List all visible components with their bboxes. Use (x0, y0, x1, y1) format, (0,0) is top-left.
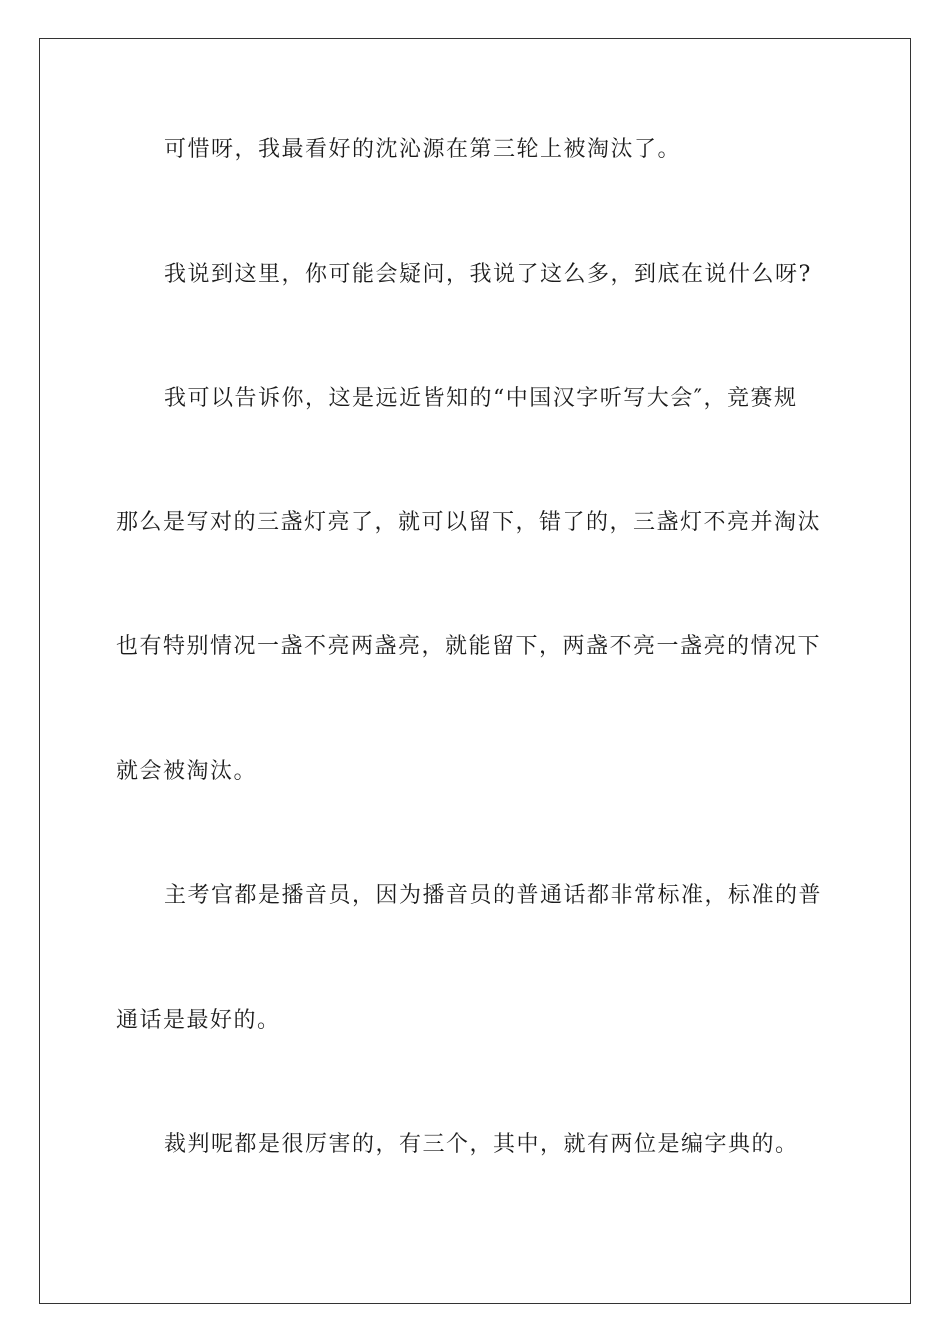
paragraph-line: 就会被淘汰。 (116, 759, 258, 784)
paragraph-line: 通话是最好的。 (116, 1008, 281, 1033)
paragraph-line: 我可以告诉你，这是远近皆知的“中国汉字听写大会″，竞赛规 (164, 386, 798, 411)
page-frame (39, 38, 911, 1304)
paragraph-line: 也有特别情况一盏不亮两盏亮，就能留下，两盏不亮一盏亮的情况下 (116, 634, 822, 659)
paragraph-line: 裁判呢都是很厉害的，有三个，其中，就有两位是编字典的。 (164, 1132, 799, 1157)
paragraph-line: 主考官都是播音员，因为播音员的普通话都非常标准，标准的普 (164, 883, 823, 908)
paragraph-line: 可惜呀，我最看好的沈沁源在第三轮上被淘汰了。 (164, 137, 682, 162)
paragraph-line: 那么是写对的三盏灯亮了，就可以留下，错了的，三盏灯不亮并淘汰 (116, 510, 822, 535)
paragraph-line: 我说到这里，你可能会疑问，我说了这么多，到底在说什么呀? (164, 262, 812, 287)
